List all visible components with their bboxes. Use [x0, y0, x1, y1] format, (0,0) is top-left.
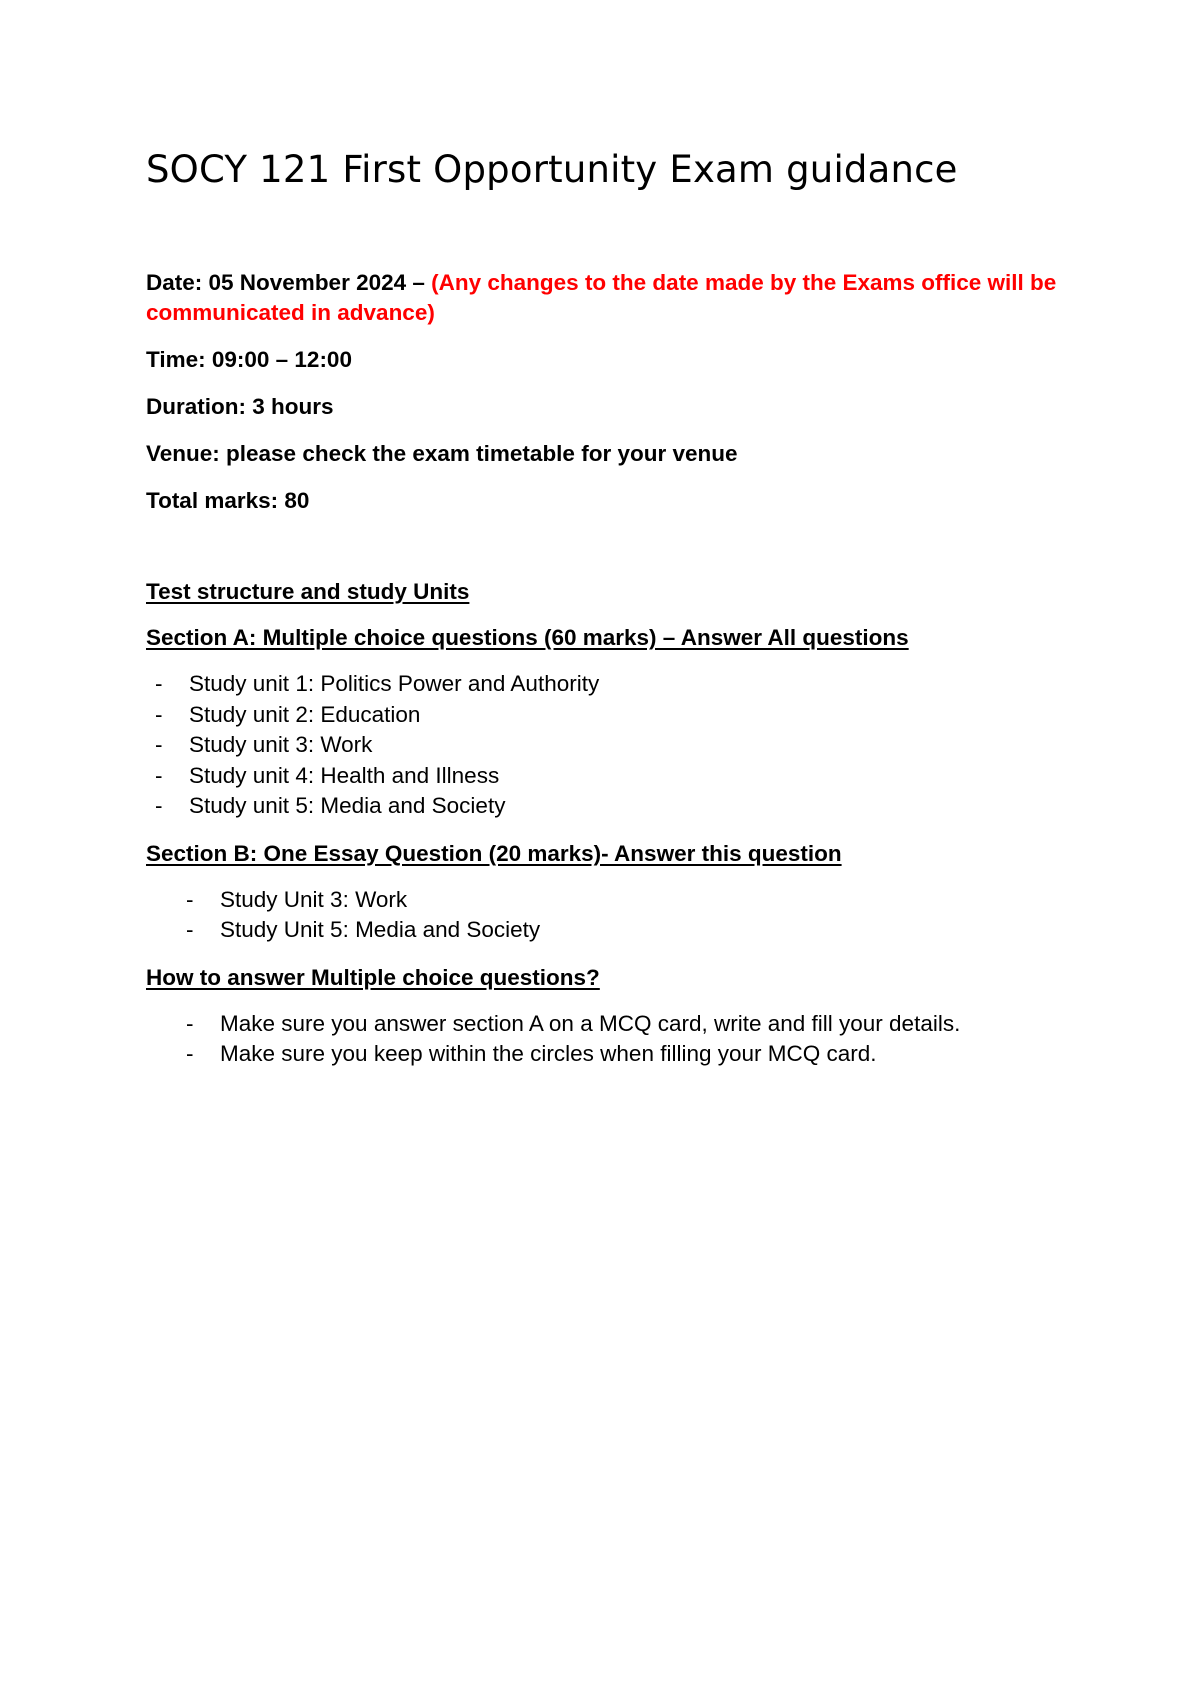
date-label: Date: 05 November 2024 –: [146, 270, 432, 295]
list-item-text: Study unit 3: Work: [189, 732, 373, 757]
section-b-heading: Section B: One Essay Question (20 marks)- Answer this question: [146, 840, 842, 866]
section-a-heading: Section A: Multiple choice questions (60 marks) – Answer All questions: [146, 625, 909, 650]
list-item-text: Study Unit 5: Media and Society: [220, 917, 541, 942]
section-a-list: [146, 669, 1106, 822]
list-item: [146, 761, 1106, 792]
list-item: [146, 1009, 1106, 1040]
section-b-list: [146, 885, 1106, 946]
dash-bullet: -: [186, 917, 194, 942]
dash-bullet: -: [155, 793, 163, 818]
duration-line: Duration: 3 hours: [146, 393, 334, 419]
list-item-text: Make sure you answer section A on a MCQ card, write and fill your details.: [220, 1010, 961, 1036]
date-change-note: (Any changes to the date made by the Exams office will be communicated in advance): [146, 270, 1057, 325]
dash-bullet: -: [186, 1010, 194, 1036]
list-item: [146, 791, 1106, 822]
exam-sections: [146, 577, 1106, 1087]
list-item: [146, 1039, 1106, 1070]
list-item-text: Study unit 4: Health and Illness: [189, 762, 500, 788]
list-item-text: Study unit 5: Media and Society: [189, 793, 506, 818]
dash-bullet: -: [155, 671, 163, 696]
dash-bullet: -: [155, 701, 163, 727]
mcq-heading: How to answer Multiple choice questions?: [146, 964, 600, 990]
list-item-text: Study unit 1: Politics Power and Authority: [189, 671, 600, 696]
dash-bullet: -: [155, 762, 163, 788]
page-title: SOCY 121 First Opportunity Exam guidance: [146, 148, 958, 191]
list-item: [146, 669, 1106, 700]
mcq-list: [146, 1009, 1106, 1070]
list-item: [146, 915, 1106, 946]
venue-line: Venue: please check the exam timetable for your venue: [146, 440, 738, 466]
date-line: [146, 268, 1086, 327]
list-item-text: Study Unit 3: Work: [220, 886, 408, 912]
list-item: [146, 700, 1106, 731]
list-item-text: Study unit 2: Education: [189, 701, 421, 727]
list-item-text: Make sure you keep within the circles when filling your MCQ card.: [220, 1041, 877, 1066]
dash-bullet: -: [186, 886, 194, 912]
dash-bullet: -: [155, 732, 163, 757]
time-line: Time: 09:00 – 12:00: [146, 346, 352, 372]
list-item: [146, 730, 1106, 761]
list-item: [146, 885, 1106, 916]
dash-bullet: -: [186, 1041, 194, 1066]
structure-heading: Test structure and study Units: [146, 579, 470, 604]
exam-info: [146, 268, 1086, 533]
total-marks-line: Total marks: 80: [146, 487, 310, 513]
